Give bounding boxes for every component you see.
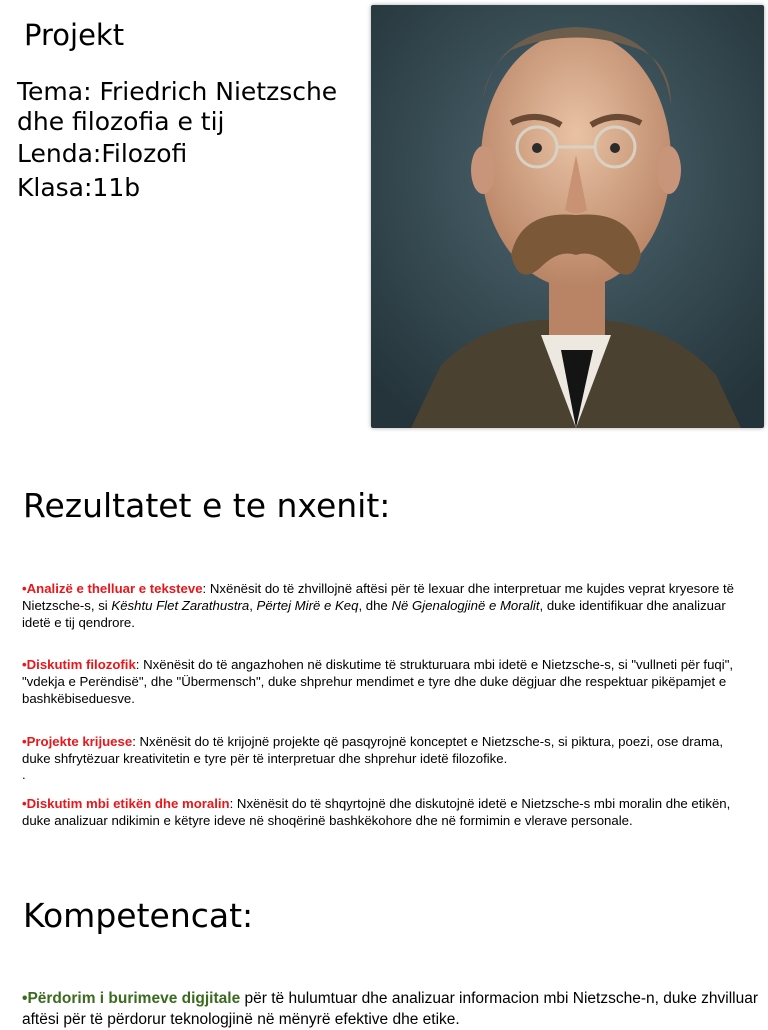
subject-text: Lenda:Filozofi	[17, 139, 188, 168]
result-item-lead: Analizë e thelluar e teksteve	[26, 581, 203, 596]
result-item-ethics: •Diskutim mbi etikën dhe moralin: Nxënësit do të shqyrtojnë dhe diskutojnë idetë e Nietzsche-s mbi moralin dhe etikën, duke analizuar ndikimin e këtyre ideve në shoqërinë bashkëkohore dhe në formimin e vlerave personale.	[22, 796, 731, 828]
projekt-title: Projekt	[24, 18, 125, 52]
bullet-icon: •	[22, 581, 27, 596]
result-item-creative-projects: •Projekte krijuese: Nxënësit do të krijojnë projekte që pasqyrojnë konceptet e Nietzsche-s, si piktura, poezi, ose drama, duke shfrytëzuar kreativitetin e tyre për të interpretuar dhe shprehur idetë filozofike.	[22, 734, 723, 766]
bullet-icon: •	[22, 734, 27, 749]
competency-item-digital: •Përdorim i burimeve digjitale për të hulumtuar dhe analizuar informacion mbi Nietzsche-n, duke zhvilluar aftësi për të përdorur teknologjinë në mënyrë efektive dhe etike.	[22, 990, 758, 1028]
work-title: Kështu Flet Zarathustra	[111, 598, 250, 613]
result-item-discussion: •Diskutim filozofik: Nxënësit do të angazhohen në diskutime të strukturuara mbi idetë e Nietzsche-s, si "vullneti për fuqi", "vdekja e Perëndisë", dhe "Übermensch", duke shprehur mendimet e tyre dhe duke dëgjuar dhe respektuar pikëpamjet e bashkëbiseduesve.	[22, 657, 734, 706]
competency-lead: Përdorim i burimeve digjitale	[27, 990, 241, 1007]
bullet-icon: •	[22, 657, 27, 672]
result-item-lead: Projekte krijuese	[26, 734, 133, 749]
portrait-photo	[371, 5, 764, 428]
project-info	[17, 77, 367, 205]
work-title: Në Gjenalogjinë e Moralit	[391, 598, 540, 613]
bullet-icon: •	[22, 990, 28, 1007]
bullet-icon: •	[22, 796, 27, 811]
topic-text: Tema: Friedrich Nietzsche dhe filozofia e tij	[17, 77, 338, 136]
class-text: Klasa:11b	[17, 173, 141, 202]
result-item-text-analysis: •Analizë e thelluar e teksteve: Nxënësit do të zhvillojnë aftësi për të lexuar dhe interpretuar me kujdes veprat kryesore të Nietzsche-s, si Kështu Flet Zarathustra, Përtej Mirë e Keq, dhe Në Gjenalogjinë e Moralit, duke identifikuar dhe analizuar idetë e tij qendrore.	[22, 581, 734, 630]
results-heading: Rezultatet e te nxenit:	[23, 486, 391, 525]
result-item-lead: Diskutim filozofik	[26, 657, 136, 672]
stray-dot: .	[22, 767, 26, 782]
work-title: Përtej Mirë e Keq	[256, 598, 359, 613]
result-item-lead: Diskutim mbi etikën dhe moralin	[26, 796, 230, 811]
competencies-heading: Kompetencat:	[23, 896, 254, 935]
